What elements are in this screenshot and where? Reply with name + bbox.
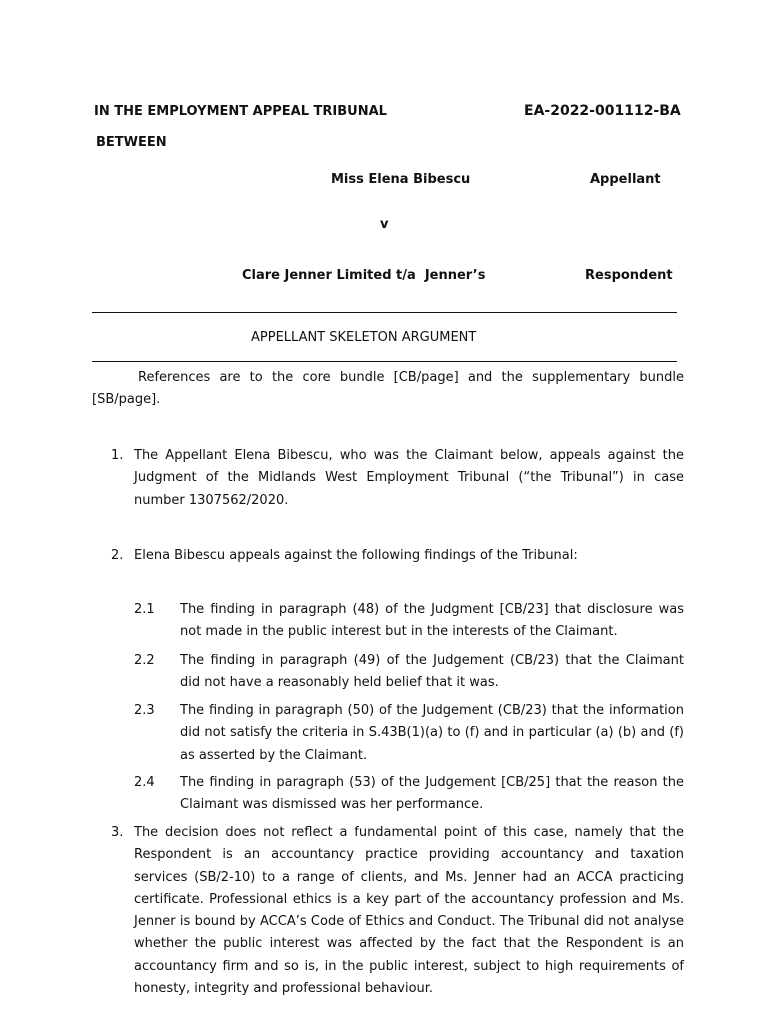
subitem-text: The finding in paragraph (49) of the Judgement (CB/23) that the Claimant did not have a reasonably held belief that it was. [180,653,684,691]
intro-paragraph: References are to the core bundle [CB/page] and the supplementary bundle [SB/page]. [92,370,684,408]
subitem-number: 2.4 [134,775,155,790]
paragraph-number: 2. [111,548,124,563]
appellant-name: Miss Elena Bibescu [331,172,471,187]
subitem-text: The finding in paragraph (48) of the Judgment [CB/23] that disclosure was not made in the public interest but in the interests of the Claimant. [180,602,684,640]
paragraph-text: The decision does not reflect a fundamental point of this case, namely that the Respondent is an accountancy practice providing accountancy and taxation services (SB/2-10) to a range of clients, and Ms. Jenner had an ACCA practicing certificate. Professional ethics is a key part of the accountancy profession and Ms. Jenner is bound by ACCA’s Code of Ethics and Conduct. The Tribunal did not analyse whether the public interest was affected by the fact that the Respondent is an accountancy firm and so is, in the public interest, subject to high requirements of honesty, integrity and professional behaviour. [134,825,684,997]
subitem-text: The finding in paragraph (50) of the Judgement (CB/23) that the information did not satisfy the criteria in S.43B(1)(a) to (f) and in particular (a) (b) and (f) as asserted by the Claimant. [180,703,684,763]
case-number: EA-2022-001112-BA [524,103,681,119]
subitem-number: 2.2 [134,653,155,668]
document-title: APPELLANT SKELETON ARGUMENT [251,330,477,345]
paragraph-number: 1. [111,448,124,463]
subitem-text: The finding in paragraph (53) of the Judgement [CB/25] that the reason the Claimant was dismissed was her performance. [180,775,684,813]
paragraph-text: The Appellant Elena Bibescu, who was the Claimant below, appeals against the Judgment of the Midlands West Employment Tribunal (“the Tribunal”) in case number 1307562/2020. [134,448,684,508]
appellant-role: Appellant [590,172,661,187]
respondent-name: Clare Jenner Limited t/a Jenner’s [242,268,486,283]
title-bottom-rule [92,361,677,362]
between-label: BETWEEN [96,135,167,150]
paragraph-text: Elena Bibescu appeals against the following findings of the Tribunal: [134,548,578,563]
subitem-number: 2.1 [134,602,155,617]
versus-label: v [380,217,389,232]
court-name: IN THE EMPLOYMENT APPEAL TRIBUNAL [94,104,387,119]
paragraph-number: 3. [111,825,124,840]
title-top-rule [92,312,677,313]
subitem-number: 2.3 [134,703,155,718]
respondent-role: Respondent [585,268,673,283]
